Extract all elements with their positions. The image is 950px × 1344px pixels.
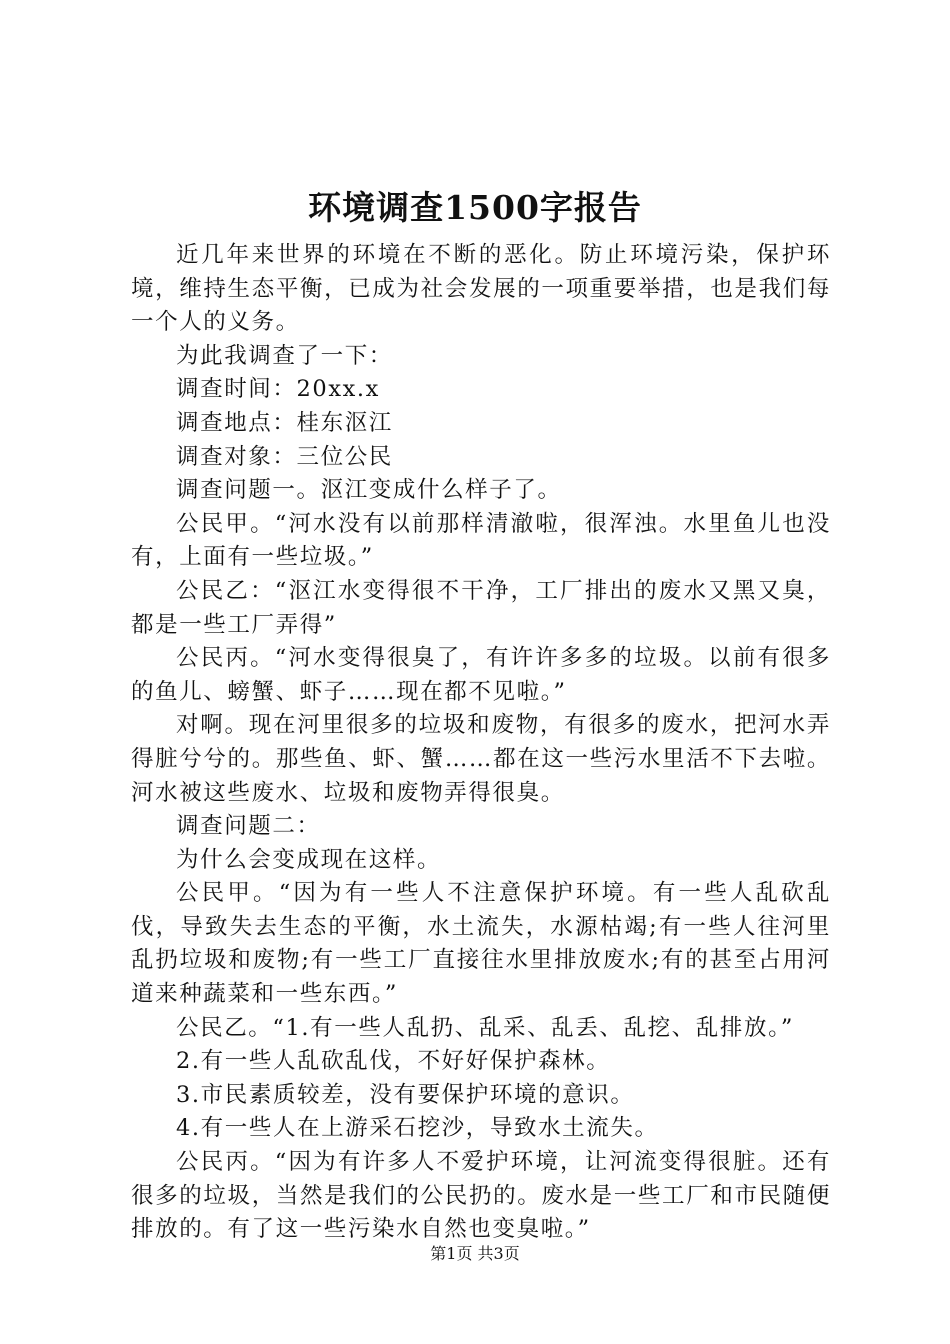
paragraph-citizen-b-answer-one: 公民乙：“沤江水变得很不干净，工厂排出的废水又黑又臭，都是一些工厂弄得” (131, 577, 831, 638)
document-title: 环境调查1500字报告 (308, 188, 642, 227)
paragraph-list-item-4: 4.有一些人在上游采石挖沙，导致水土流失。 (176, 1115, 659, 1142)
paragraph-list-item-3: 3.市民素质较差，没有要保护环境的意识。 (176, 1081, 635, 1108)
page-number: 第1页 共3页 (430, 1244, 520, 1263)
paragraph-citizen-c-answer-one: 公民丙。“河水变得很臭了，有许许多多的垃圾。以前有很多的鱼儿、螃蟹、虾子……现在都不见啦。” (131, 645, 831, 705)
paragraph-list-item-2: 2.有一些人乱砍乱伐，不好好保护森林。 (176, 1048, 611, 1075)
paragraph-citizen-a-answer-two: 公民甲。“因为有一些人不注意保护环境。有一些人乱砍乱伐，导致失去生态的平衡，水土流失，水源枯竭;有一些人往河里乱扔垃圾和废物;有一些工厂直接往水里排放废水;有的甚至占用河道来种蔬菜和一些东西。” (131, 880, 831, 1008)
document-body (131, 239, 831, 1247)
paragraph-citizen-a-answer-one: 公民甲。“河水没有以前那样清澈啦，很浑浊。水里鱼儿也没有，上面有一些垃圾。” (131, 510, 831, 571)
paragraph-intro: 近几年来世界的环境在不断的恶化。防止环境污染，保护环境，维持生态平衡，已成为社会发展的一项重要举措，也是我们每一个人的义务。 (131, 242, 831, 336)
paragraph-survey-location: 调查地点：桂东沤江 (176, 409, 393, 436)
paragraph-question-two: 调查问题二： (176, 813, 321, 840)
paragraph-survey-time: 调查时间：20xx.x (176, 376, 380, 403)
paragraph-survey-subjects: 调查对象：三位公民 (176, 443, 393, 470)
paragraph-question-one: 调查问题一。沤江变成什么样子了。 (176, 477, 562, 504)
paragraph-survey-lead: 为此我调查了一下： (176, 342, 393, 369)
paragraph-summary-one: 对啊。现在河里很多的垃圾和废物，有很多的废水，把河水弄得脏兮兮的。那些鱼、虾、蟹……都在这一些污水里活不下去啦。河水被这些废水、垃圾和废物弄得很臭。 (131, 712, 831, 806)
paragraph-citizen-c-answer-two: 公民丙。“因为有许多人不爱护环境，让河流变得很脏。还有很多的垃圾，当然是我们的公民扔的。废水是一些工厂和市民随便排放的。有了这一些污染水自然也变臭啦。” (131, 1149, 831, 1243)
paragraph-citizen-b-answer-two: 公民乙。“1.有一些人乱扔、乱采、乱丢、乱挖、乱排放。” (176, 1014, 795, 1041)
paragraph-question-two-text: 为什么会变成现在这样。 (176, 846, 442, 873)
